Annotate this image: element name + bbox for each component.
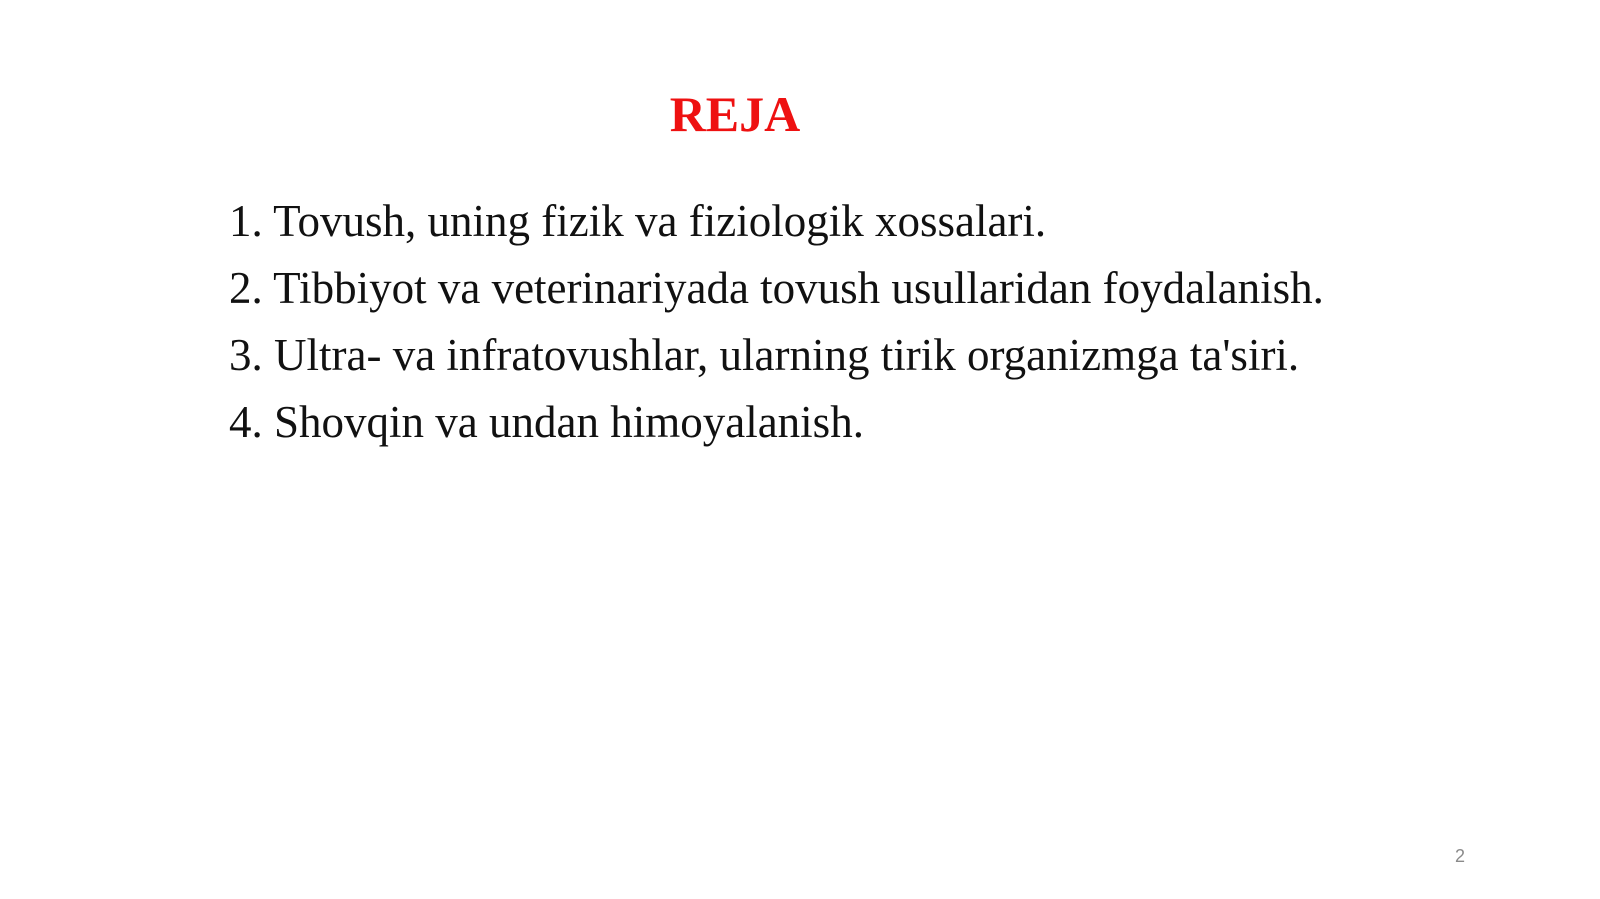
plan-item-3: 3. Ultra- va infratovushlar, ularning tirik organizmga ta'siri. [229, 330, 1300, 380]
page-number: 2 [1455, 846, 1466, 866]
plan-item-1: 1. Tovush, uning fizik va fiziologik xossalari. [229, 196, 1047, 246]
plan-item-4: 4. Shovqin va undan himoyalanish. [229, 397, 864, 447]
plan-list [229, 188, 1529, 456]
plan-item-2: 2. Tibbiyot va veterinariyada tovush usullaridan foydalanish. [229, 263, 1324, 313]
slide-title: REJA [669, 86, 801, 142]
